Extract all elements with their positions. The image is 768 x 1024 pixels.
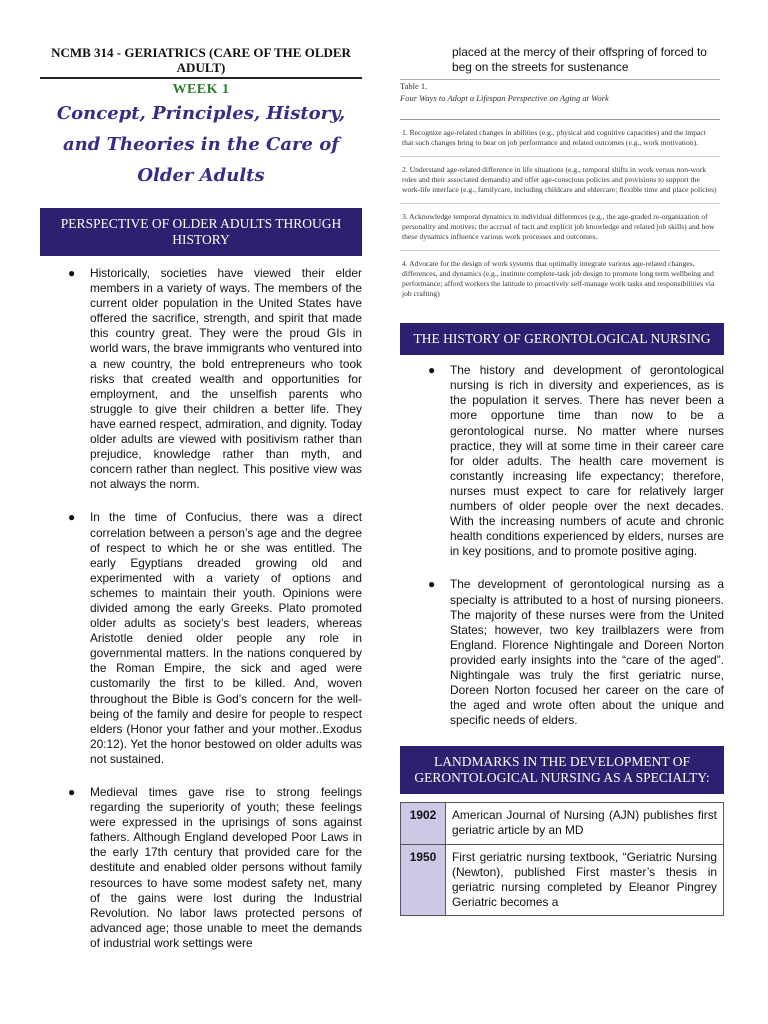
list-item-text: The development of gerontological nursing as a specialty is attributed to a host of nursing pioneers. The majority of these nurses were from the United States; however, two key trailblazers were from England. Florence Nightingale and Doreen Norton provided early insights into the “care of the aged”. Nightingale was truly the first geriatric nurse, Doreen Norton focused her career on the care of the aged and wrote often about the unique and specific needs of elders. bbox=[450, 577, 724, 728]
table-caption: Four Ways to Adopt a Lifespan Perspective on Aging at Work bbox=[400, 93, 720, 120]
list-item bbox=[400, 577, 724, 728]
table-row: 1. Recognize age-related changes in abilities (e.g., physical and cognitive capacities) and the impact that such changes bring to bear on job performance and related outcomes (e.g., work motivation). bbox=[400, 120, 720, 157]
list-item-text: The history and development of gerontological nursing is rich in diversity and experiences, as is the population it serves. There has never been a more opportune time than now to be a gerontological nurse. No matter where nurses practice, they will at some time in their career care for older adults. The health care movement is constantly increasing life expectancy; therefore, nurses must expect to care for relatively larger numbers of older people over the next decades. With the increasing numbers of acute and chronic health conditions experienced by elders, nurses are in key positions, and to promote positive aging. bbox=[450, 363, 724, 559]
list-item bbox=[400, 363, 724, 559]
bullet-icon: ● bbox=[428, 577, 436, 592]
list-item-text: Medieval times gave rise to strong feelings regarding the superiority of youth; these feelings were expressed in the uprisings of sons against fathers. Although England developed Poor Laws in the early 17th century that provided care for the destitute and enabled older persons without family resources to have some modest safety net, many of the gains were lost during the Industrial Revolution. No labor laws protected persons of advanced age; those unable to meet the demands of industrial work settings were bbox=[90, 785, 362, 950]
bullet-icon: ● bbox=[68, 785, 76, 799]
table-row: 2. Understand age-related difference in life situations (e.g., temporal shifts in work versus non-work roles and their associated demands) and offer age-conscious policies and provisions to support the work-life interface (e.g., familycare, including childcare and eldercare; flexible time and place policies) bbox=[400, 157, 720, 204]
table-row bbox=[401, 844, 724, 915]
year-cell: 1902 bbox=[401, 803, 446, 844]
bullet-icon: ● bbox=[68, 266, 76, 280]
section-heading-history: THE HISTORY OF GERONTOLOGICAL NURSING bbox=[400, 323, 724, 355]
event-cell: American Journal of Nursing (AJN) publishes first geriatric article by an MD bbox=[446, 803, 724, 844]
section-heading-perspective: PERSPECTIVE OF OLDER ADULTS THROUGH HISTORY bbox=[40, 208, 362, 256]
history-list bbox=[400, 363, 724, 728]
list-item bbox=[40, 510, 362, 767]
table-row bbox=[401, 803, 724, 844]
perspective-list bbox=[40, 266, 362, 951]
page-title: Concept, Principles, History, and Theories in the Care of Older Adults bbox=[56, 103, 346, 186]
table-label: Table 1. bbox=[400, 81, 428, 92]
table-row: 3. Acknowledge temporal dynamics in individual differences (e.g., the age-graded re-organization of personality and motives; the accrual of tacit and explicit job knowledge and related job skills) and how these dynamics influence various work processes and outcomes. bbox=[400, 204, 720, 251]
list-item-text: Historically, societies have viewed their elder members in a variety of ways. The members of the current older population in the United States have offered the sacrifice, strength, and spirit that made this country great. They were the proud GIs in world wars, the brave immigrants who ventured into a new country, the bold entrepreneurs who took risks that created wealth and opportunities for employment, and the unselfish parents who struggle to give their children a better life. They have earned respect, admiration, and dignity. Today older adults are viewed with positivism rather than prejudice, knowledge rather than myth, and concern rather than neglect. This positive view was not always the norm. bbox=[90, 266, 362, 492]
right-column bbox=[400, 0, 724, 916]
event-cell: First geriatric nursing textbook, “Geriatric Nursing (Newton), published First master’s thesis in geriatric nursing completed by Eleanor Pingrey Geriatric becomes a bbox=[446, 844, 724, 915]
list-item bbox=[40, 266, 362, 492]
table-figure bbox=[400, 79, 720, 307]
list-item-text: In the time of Confucius, there was a direct correlation between a person’s age and the degree of respect to which he or she was entitled. The early Egyptians dreaded growing old and experimented with a variety of options and schemes to maintain their youth. Opinions were divided among the early Greeks. Plato promoted older adults as society’s best leaders, whereas Aristotle denied older people any role in governmental matters. In the nations conquered by the Roman Empire, the sick and aged were customarily the first to be killed. And, woven throughout the Bible is God’s concern for the well-being of the family and desire for people to respect elders (Honor your father and your mother..Exodus 20:12). Yet the honor bestowed on older adults was not sustained. bbox=[90, 510, 362, 766]
year-cell: 1950 bbox=[401, 844, 446, 915]
header-divider bbox=[40, 77, 362, 79]
week-label: WEEK 1 bbox=[172, 82, 230, 97]
landmarks-table bbox=[400, 802, 724, 916]
bullet-icon: ● bbox=[428, 363, 436, 378]
list-item bbox=[40, 785, 362, 951]
left-column bbox=[40, 0, 362, 969]
continued-text: placed at the mercy of their offspring of forced to beg on the streets for sustenance bbox=[452, 45, 707, 75]
section-heading-landmarks: LANDMARKS IN THE DEVELOPMENT OF GERONTOLOGICAL NURSING AS A SPECIALTY: bbox=[400, 746, 724, 794]
course-title: NCMB 314 - GERIATRICS (CARE OF THE OLDER ADULT) bbox=[51, 45, 351, 75]
bullet-icon: ● bbox=[68, 510, 76, 525]
table-row: 4. Advocate for the design of work systems that optimally integrate various age-related changes, differences, and dynamics (e.g., institute complete-task job design to promote long term wellbeing and performance; afford workers the latitude to proactively self-manage work tasks and responsibilities via job crafting) bbox=[402, 259, 715, 299]
